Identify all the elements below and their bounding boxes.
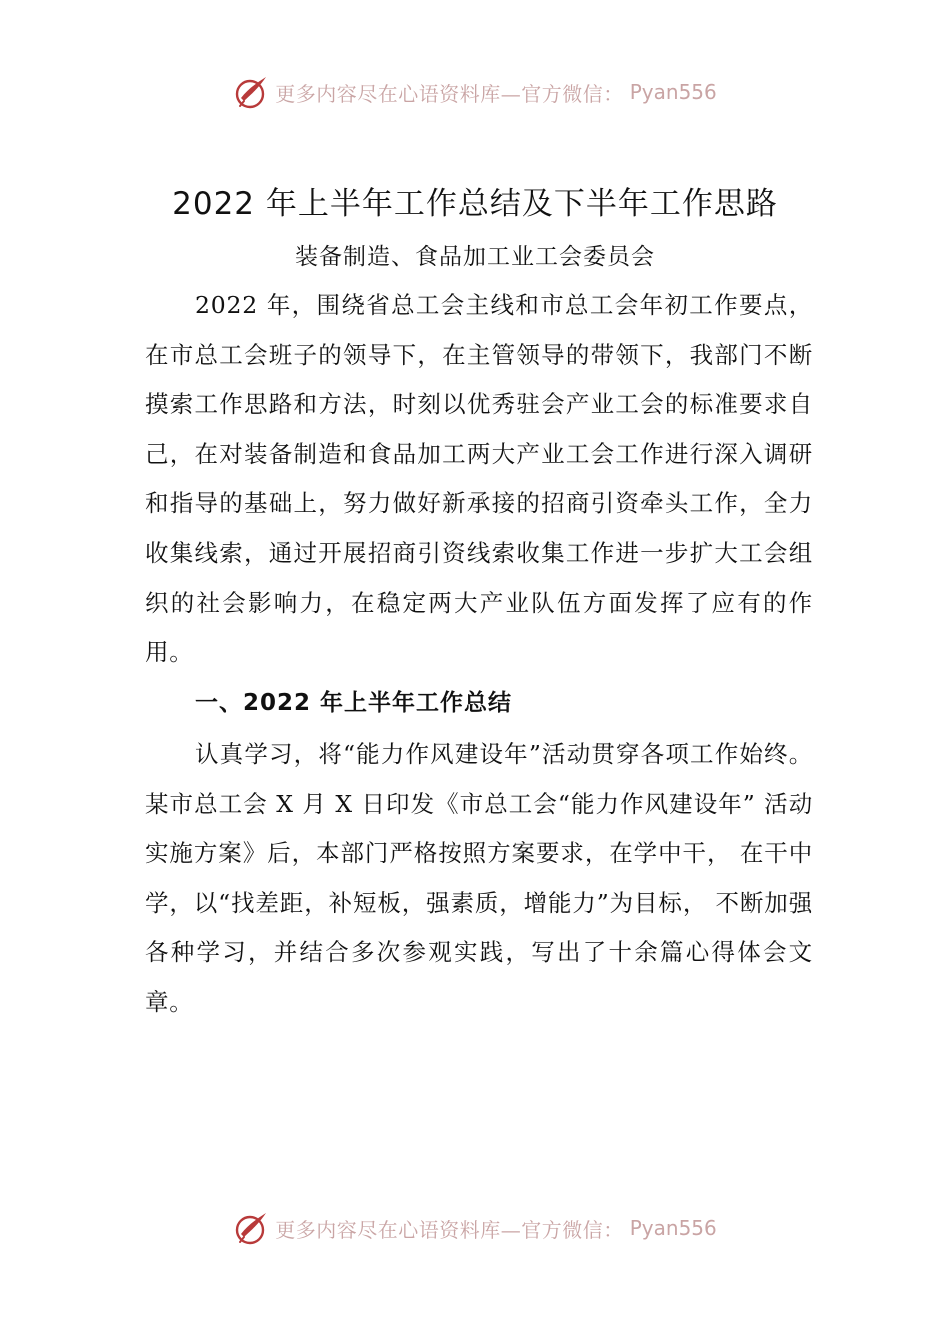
footer-banner-text: 更多内容尽在心语资料库—官方微信： xyxy=(275,1217,624,1242)
header-banner-text: 更多内容尽在心语资料库—官方微信： xyxy=(275,81,624,106)
footer-banner xyxy=(0,1206,950,1250)
body-paragraph-2: 认真学习，将“能力作风建设年”活动贯穿各项工作始终。某市总工会 X 月 X 日印发《市总工会“能力作风建设年” 活动实施方案》后，本部门严格按照方案要求，在学中干， 在干中学，以“找差距，补短板，强素质，增能力”为目标， 不断加强各种学习，并结合多次参观实践，写出了十余篇心得体会文章。 xyxy=(145,740,813,1016)
section-heading-1: 一、2022 年上半年工作总结 xyxy=(195,690,513,716)
body-paragraph-1: 2022 年，围绕省总工会主线和市总工会年初工作要点，在市总工会班子的领导下，在主管领导的带领下，我部门不断摸索工作思路和方法，时刻以优秀驻会产业工会的标准要求自己，在对装备制造和食品加工两大产业工会工作进行深入调研和指导的基础上，努力做好新承接的招商引资牵头工作，全力收集线索，通过开展招商引资线索收集工作进一步扩大工会组织的社会影响力，在稳定两大产业队伍方面发挥了应有的作用。 xyxy=(145,291,813,667)
quill-seal-logo-icon xyxy=(233,1210,269,1246)
header-banner xyxy=(0,70,950,114)
footer-banner-code: Pyan556 xyxy=(629,1216,717,1240)
document-title: 2022 年上半年工作总结及下半年工作思路 xyxy=(172,186,778,222)
header-banner-code: Pyan556 xyxy=(629,80,717,104)
footer-banner-inner xyxy=(233,1210,717,1246)
header-banner-inner xyxy=(233,74,717,110)
quill-seal-logo-icon xyxy=(233,74,269,110)
document-subtitle: 装备制造、食品加工业工会委员会 xyxy=(295,244,655,270)
